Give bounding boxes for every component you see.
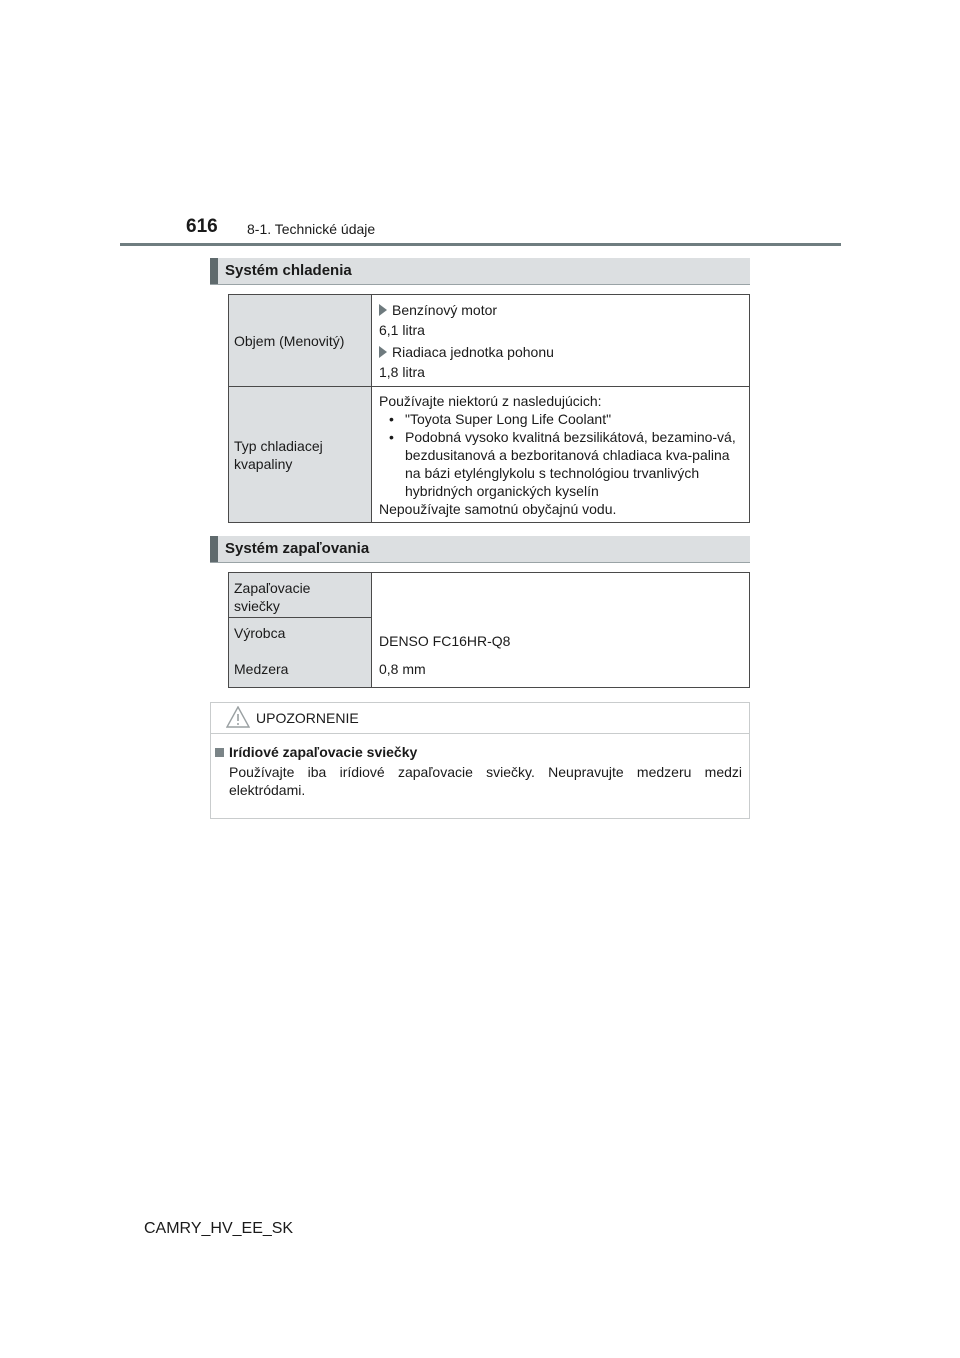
row-value — [372, 387, 750, 523]
page-number: 616 — [186, 216, 218, 237]
section-accent-bar — [210, 258, 218, 284]
empty-cell — [372, 573, 750, 618]
section-title: Systém zapaľovania — [225, 540, 370, 557]
triangle-bullet-icon — [379, 346, 387, 358]
caution-subheading — [215, 744, 417, 760]
subhead-power-control-unit — [379, 343, 743, 361]
row-value: DENSO FC16HR-Q8 — [372, 618, 750, 652]
row-label: Objem (Menovitý) — [229, 295, 372, 387]
table-row — [229, 295, 750, 387]
coolant-intro: Používajte niektorú z nasledujúcich: — [379, 392, 602, 409]
row-value: 0,8 mm — [372, 652, 750, 688]
table-row — [229, 618, 750, 652]
cooling-section-heading — [210, 258, 750, 285]
group-label-line: Zapaľovacie — [234, 580, 311, 596]
row-label: Medzera — [229, 652, 372, 688]
caution-title: UPOZORNENIE — [256, 710, 359, 726]
document-code: CAMRY_HV_EE_SK — [144, 1220, 294, 1237]
list-item: • Podobná vysoko kvalitná bezsilikátová, bezamino-vá, bezdusitanová a bezboritanová chladiaca kva-palina na bázi etylénglykolu s technológiou trvanlivých hybridných organických kyselín — [379, 428, 743, 500]
group-label — [229, 573, 372, 618]
row-value — [372, 295, 750, 387]
caution-header — [211, 703, 749, 734]
capacity-value: 6,1 litra — [379, 321, 425, 338]
row-label — [229, 387, 372, 523]
subhead-engine — [379, 301, 743, 319]
header-rule — [120, 243, 841, 246]
caution-text: Používajte iba irídiové zapaľovacie sviečky. Neupravujte medzeru medzi elektródami. — [229, 764, 742, 798]
ignition-section-heading — [210, 536, 750, 563]
capacity-value: 1,8 litra — [379, 363, 425, 380]
warning-triangle-icon — [226, 706, 250, 733]
section-accent-bar — [210, 536, 218, 562]
caution-subheading-text: Irídiové zapaľovacie sviečky — [229, 744, 418, 760]
row-label: Výrobca — [229, 618, 372, 652]
ignition-spec-table — [228, 572, 750, 688]
row-label-line: kvapaliny — [234, 455, 293, 472]
table-row — [229, 652, 750, 688]
coolant-note: Nepoužívajte samotnú obyčajnú vodu. — [379, 500, 617, 517]
list-item: • "Toyota Super Long Life Coolant" — [379, 410, 743, 428]
subhead-label: Benzínový motor — [392, 301, 498, 318]
chapter-title: 8-1. Technické údaje — [247, 221, 376, 237]
table-row — [229, 573, 750, 618]
coolant-list — [379, 410, 743, 500]
square-bullet-icon — [215, 748, 224, 757]
section-title: Systém chladenia — [225, 262, 352, 279]
caution-box — [210, 702, 750, 819]
cooling-spec-table — [228, 294, 750, 523]
table-row — [229, 387, 750, 523]
row-label-line: Typ chladiacej — [234, 437, 323, 454]
triangle-bullet-icon — [379, 304, 387, 316]
group-label-line: sviečky — [234, 598, 280, 614]
subhead-label: Riadiaca jednotka pohonu — [392, 343, 554, 360]
